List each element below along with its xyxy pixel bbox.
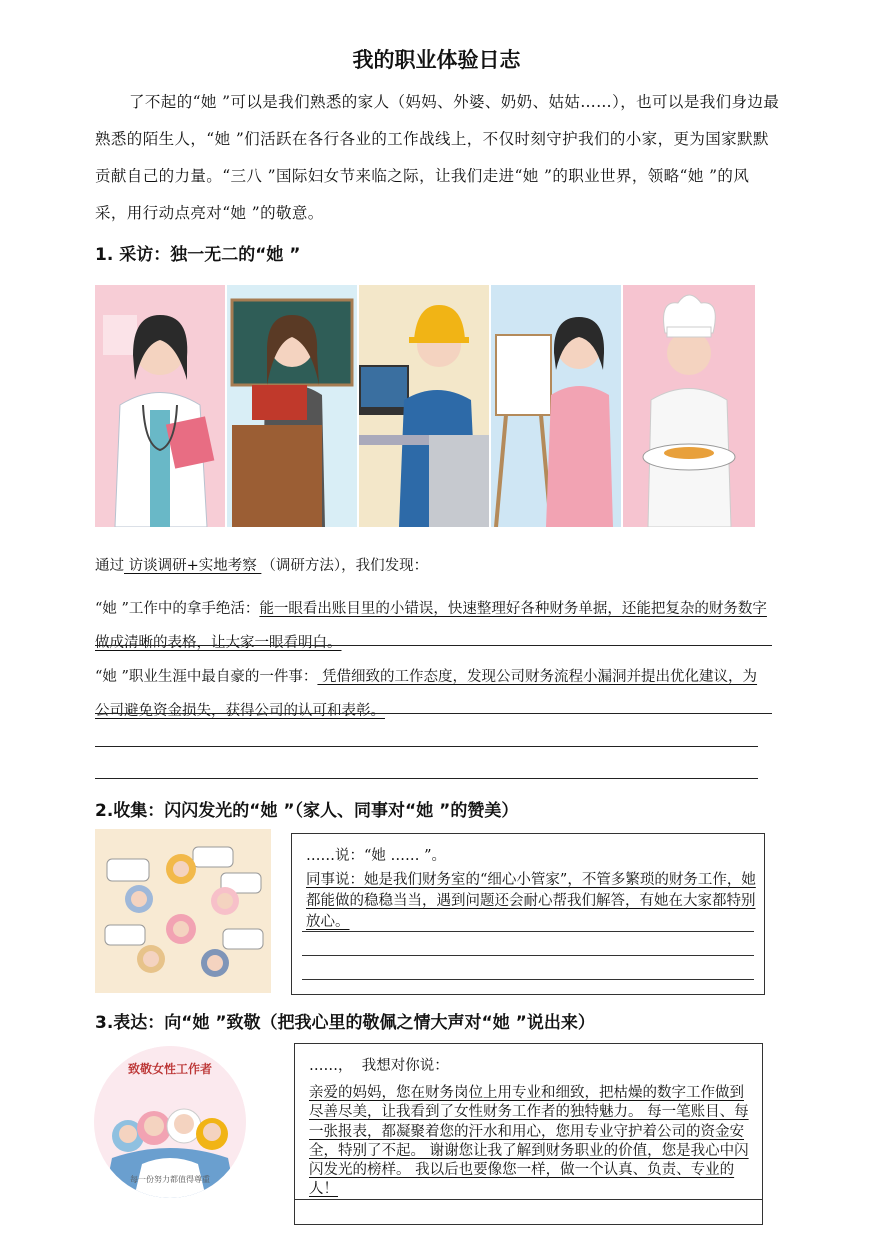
section1-heading: 1. 采访：独一无二的“她 ” — [95, 245, 301, 265]
badge-title: 致敬女性工作者 — [127, 1062, 212, 1076]
pride-label: “她 ”职业生涯中最自豪的一件事： — [95, 669, 318, 685]
answer-line — [295, 1199, 762, 1200]
message-box-title: ……， 我想对你说： — [309, 1058, 449, 1074]
section3-heading: 3.表达：向“她 ”致敬（把我心里的敬佩之情大声对“她 ”说出来） — [95, 1013, 595, 1033]
skill-value: 能一眼看出账目里的小错误，快速整理好各种财务单据，还能把复杂的财务数字做成清晰的表格，让大家一眼看明白。 — [95, 601, 767, 651]
method-value: 访谈调研+实地考察 — [124, 558, 262, 574]
compliment-box — [291, 833, 765, 995]
engineer-panel — [359, 285, 489, 527]
blank-line — [302, 955, 754, 956]
doctor-panel — [95, 285, 225, 527]
tribute-badge — [94, 1046, 246, 1198]
pride-block — [95, 660, 770, 728]
blank-line — [95, 746, 758, 747]
skill-label: “她 ”工作中的拿手绝活： — [95, 601, 260, 617]
message-text: 亲爱的妈妈，您在财务岗位上用专业和细致，把枯燥的数字工作做到尽善尽美，让我看到了女性财务工作者的独特魅力。 每一笔账目、每一张报表，都凝聚着您的汗水和用心，您用专业守护着公司的资金安全，特别了不起。 谢谢您让我了解到财务职业的价值，您是我心中闪闪发光的榜样。 我以后也要像您一样，做一个认真、负责、专业的人！ — [309, 1085, 749, 1198]
answer-line — [95, 645, 772, 646]
compliments-illustration — [95, 829, 271, 993]
pride-value: 凭借细致的工作态度，发现公司财务流程小漏洞并提出优化建议，为公司避免资金损失，获得公司的认可和表彰。 — [95, 669, 758, 719]
professions-illustration — [95, 285, 755, 527]
method-suffix: （调研方法），我们发现： — [261, 558, 429, 574]
answer-line — [95, 713, 772, 714]
designer-panel — [491, 285, 621, 527]
message-box — [294, 1043, 763, 1225]
compliment-text: 同事说：她是我们财务室的“细心小管家”，不管多繁琐的财务工作，她都能做的稳稳当当，遇到问题还会耐心帮我们解答，有她在大家都特别放心。 — [306, 872, 756, 930]
intro-paragraph: 了不起的“她 ”可以是我们熟悉的家人（妈妈、外婆、奶奶、姑姑……），也可以是我们身边最熟悉的陌生人，“她 ”们活跃在各行各业的工作战线上，不仅时刻守护我们的小家，更为国家默默贡献自己的力量。“三八 ”国际妇女节来临之际，让我们走进“她 ”的职业世界，领略“她 ”的风采，用行动点亮对“她 ”的敬意。 — [95, 93, 780, 222]
blank-line — [95, 778, 758, 779]
method-prefix: 通过 — [95, 558, 124, 574]
answer-line — [302, 931, 754, 932]
section2-heading: 2.收集：闪闪发光的“她 ”（家人、同事对“她 ”的赞美） — [95, 801, 519, 821]
chef-panel — [623, 285, 755, 527]
compliment-box-title: ……说：“她 …… ”。 — [306, 848, 447, 864]
page-title: 我的职业体验日志 — [352, 48, 521, 72]
blank-line — [302, 979, 754, 980]
badge-caption: 每一份努力都值得尊重 — [130, 1175, 210, 1184]
skill-block — [95, 592, 770, 660]
method-line — [95, 554, 428, 575]
teacher-panel — [227, 285, 357, 527]
